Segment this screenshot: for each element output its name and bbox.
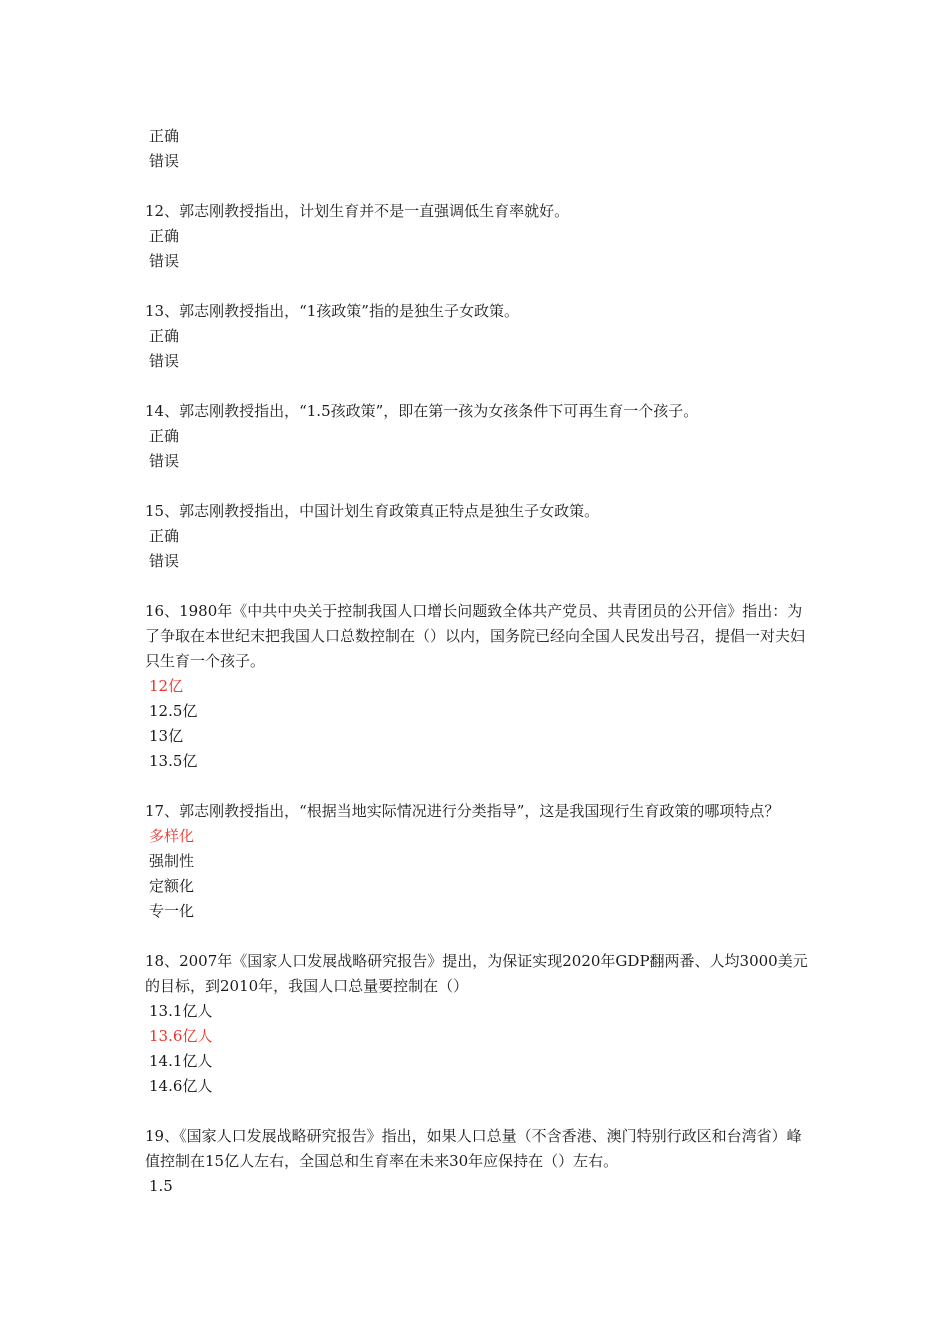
option[interactable]: 13.5亿 [149,752,198,770]
option[interactable]: 错误 [149,452,180,470]
option[interactable]: 14.1亿人 [149,1052,213,1070]
option-correct[interactable]: 13.6亿人 [149,1027,213,1045]
question-text: 18、2007年《国家人口发展战略研究报告》提出，为保证实现2020年GDP翻两番、人均3000美元的目标，到2010年，我国人口总量要控制在（） [145,952,808,995]
question-19 [145,1124,815,1199]
question-12 [145,199,815,274]
option[interactable]: 正确 [149,327,180,345]
option[interactable]: 错误 [149,552,180,570]
option-correct[interactable]: 多样化 [149,827,195,845]
document-page [145,124,815,1199]
question-15 [145,499,815,574]
option[interactable]: 14.6亿人 [149,1077,213,1095]
option[interactable]: 错误 [149,252,180,270]
option[interactable]: 错误 [149,352,180,370]
question-16 [145,599,815,774]
option[interactable]: 专一化 [149,902,195,920]
question-13 [145,299,815,374]
option[interactable]: 1.5 [149,1177,173,1195]
option[interactable]: 定额化 [149,877,195,895]
question-11-tail [145,124,815,174]
option[interactable]: 12.5亿 [149,702,198,720]
option[interactable]: 正确 [149,427,180,445]
question-text: 14、郭志刚教授指出，“1.5孩政策”，即在第一孩为女孩条件下可再生育一个孩子。 [145,402,699,420]
question-text: 17、郭志刚教授指出，“根据当地实际情况进行分类指导”，这是我国现行生育政策的哪项特点？ [145,802,780,820]
question-text: 19、《国家人口发展战略研究报告》指出，如果人口总量（不含香港、澳门特别行政区和台湾省）峰值控制在15亿人左右，全国总和生育率在未来30年应保持在（）左右。 [145,1127,802,1170]
option[interactable]: 13.1亿人 [149,1002,213,1020]
option[interactable]: 13亿 [149,727,184,745]
question-14 [145,399,815,474]
question-text: 12、郭志刚教授指出，计划生育并不是一直强调低生育率就好。 [145,202,570,220]
option[interactable]: 正确 [149,127,180,145]
question-17 [145,799,815,924]
option[interactable]: 强制性 [149,852,195,870]
question-text: 13、郭志刚教授指出，“1孩政策”指的是独生子女政策。 [145,302,519,320]
question-text: 15、郭志刚教授指出，中国计划生育政策真正特点是独生子女政策。 [145,502,600,520]
option[interactable]: 错误 [149,152,180,170]
question-text: 16、1980年《中共中央关于控制我国人口增长问题致全体共产党员、共青团员的公开信》指出：为了争取在本世纪末把我国人口总数控制在（）以内，国务院已经向全国人民发出号召，提倡一对夫妇只生育一个孩子。 [145,602,806,670]
option-correct[interactable]: 12亿 [149,677,184,695]
option[interactable]: 正确 [149,527,180,545]
option[interactable]: 正确 [149,227,180,245]
question-18 [145,949,815,1099]
